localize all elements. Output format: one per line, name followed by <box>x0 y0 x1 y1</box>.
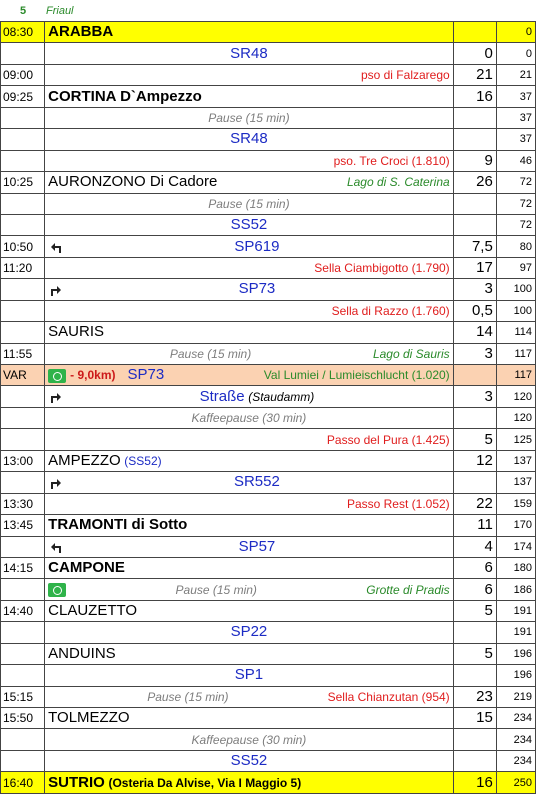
table-row[interactable] <box>1 515 536 536</box>
time-cell: 10:25 <box>1 172 45 193</box>
total-cell: 100 <box>496 300 535 321</box>
table-row[interactable] <box>1 236 536 257</box>
total-cell: 46 <box>496 150 535 171</box>
total-cell: 196 <box>496 665 535 686</box>
time-cell <box>1 729 45 750</box>
table-row[interactable] <box>1 729 536 750</box>
table-row[interactable] <box>1 150 536 171</box>
road-name: SP22 <box>230 623 268 641</box>
table-row[interactable] <box>1 64 536 85</box>
time-cell: 16:40 <box>1 772 45 793</box>
km-cell: 16 <box>453 86 496 107</box>
place-note: (Osteria Da Alvise, Via I Maggio 5) <box>108 775 302 790</box>
pause-note: Pause (15 min) <box>175 582 257 597</box>
table-row[interactable] <box>1 214 536 235</box>
km-cell: 3 <box>453 343 496 364</box>
time-cell <box>1 193 45 214</box>
table-row[interactable] <box>1 407 536 428</box>
km-cell <box>453 407 496 428</box>
time-cell: 13:30 <box>1 493 45 514</box>
table-row[interactable] <box>1 257 536 278</box>
pause-note: Kaffeepause (30 min) <box>191 411 307 426</box>
total-cell: 114 <box>496 322 535 343</box>
km-cell: 9 <box>453 150 496 171</box>
table-row[interactable] <box>1 279 536 300</box>
total-cell: 191 <box>496 600 535 621</box>
km-cell: 6 <box>453 557 496 578</box>
total-cell: 72 <box>496 193 535 214</box>
place-name: TOLMEZZO <box>48 709 130 727</box>
km-cell <box>453 22 496 43</box>
pass-name: Passo Rest (1.052) <box>346 496 450 511</box>
table-row[interactable] <box>1 643 536 664</box>
time-cell <box>1 129 45 150</box>
total-cell: 120 <box>496 386 535 407</box>
time-cell <box>1 429 45 450</box>
camera-icon <box>48 583 66 597</box>
total-cell: 180 <box>496 557 535 578</box>
place-name: ARABBA <box>48 23 114 41</box>
km-cell: 7,5 <box>453 236 496 257</box>
poi-name: Grotte di Pradis <box>366 582 450 597</box>
km-cell: 0,5 <box>453 300 496 321</box>
table-row[interactable] <box>1 536 536 557</box>
km-cell: 6 <box>453 579 496 600</box>
km-cell <box>453 214 496 235</box>
time-cell: 10:50 <box>1 236 45 257</box>
km-cell: 12 <box>453 450 496 471</box>
total-cell: 125 <box>496 429 535 450</box>
pass-name: Sella Ciambigotto (1.790) <box>314 261 450 276</box>
table-row[interactable] <box>1 622 536 643</box>
pause-note: Pause (15 min) <box>169 346 252 361</box>
km-cell: 3 <box>453 386 496 407</box>
road-name: SS52 <box>230 752 268 770</box>
poi-name: Lago di S. Caterina <box>346 175 450 190</box>
total-cell: 137 <box>496 450 535 471</box>
time-cell: 15:50 <box>1 708 45 729</box>
table-row[interactable] <box>1 429 536 450</box>
section-header <box>0 0 537 21</box>
road-note: (Staudamm) <box>248 389 315 404</box>
km-cell: 15 <box>453 708 496 729</box>
km-cell <box>453 129 496 150</box>
table-row[interactable] <box>1 22 536 43</box>
total-cell: 37 <box>496 86 535 107</box>
total-cell: 234 <box>496 708 535 729</box>
km-cell: 16 <box>453 772 496 793</box>
table-row[interactable] <box>1 386 536 407</box>
total-cell: 120 <box>496 407 535 428</box>
road-name: SP1 <box>234 666 264 684</box>
place-name: ANDUINS <box>48 644 116 662</box>
km-cell: 14 <box>453 322 496 343</box>
total-cell: 219 <box>496 686 535 707</box>
total-cell: 159 <box>496 493 535 514</box>
time-cell <box>1 214 45 235</box>
pause-note: Pause (15 min) <box>208 196 290 211</box>
km-cell <box>453 193 496 214</box>
time-cell: 13:45 <box>1 515 45 536</box>
table-row[interactable] <box>1 579 536 600</box>
total-cell: 186 <box>496 579 535 600</box>
camera-icon <box>48 369 66 383</box>
time-cell: 11:55 <box>1 343 45 364</box>
place-note: (SS52) <box>124 453 162 468</box>
total-cell: 37 <box>496 107 535 128</box>
section-region: Friaul <box>46 4 74 17</box>
place-name: CORTINA D`Ampezzo <box>48 87 202 105</box>
time-cell <box>1 472 45 493</box>
table-row[interactable] <box>1 686 536 707</box>
poi-name: Lago di Sauris <box>372 346 450 361</box>
turn-left-icon <box>48 537 64 557</box>
total-cell: 250 <box>496 772 535 793</box>
table-row[interactable] <box>1 129 536 150</box>
table-row[interactable] <box>1 665 536 686</box>
table-row[interactable] <box>1 472 536 493</box>
total-cell: 72 <box>496 214 535 235</box>
time-cell <box>1 579 45 600</box>
km-cell: 11 <box>453 515 496 536</box>
road-name: Straße <box>199 387 245 405</box>
total-cell: 37 <box>496 129 535 150</box>
total-cell: 0 <box>496 22 535 43</box>
km-cell: 4 <box>453 536 496 557</box>
km-cell <box>453 665 496 686</box>
total-cell: 117 <box>496 365 535 386</box>
place-name: CAMPONE <box>48 559 125 577</box>
table-row[interactable] <box>1 300 536 321</box>
km-cell: 26 <box>453 172 496 193</box>
total-cell: 170 <box>496 515 535 536</box>
time-cell: 14:15 <box>1 557 45 578</box>
table-row[interactable] <box>1 107 536 128</box>
pass-name: Passo del Pura (1.425) <box>326 432 450 447</box>
turn-right-icon <box>48 279 64 299</box>
road-name: SR48 <box>230 130 268 148</box>
road-name: SP57 <box>238 537 276 555</box>
time-cell: 15:15 <box>1 686 45 707</box>
pass-name: Sella di Razzo (1.760) <box>331 303 450 318</box>
table-row[interactable] <box>1 86 536 107</box>
road-name: SS52 <box>230 216 268 234</box>
total-cell: 117 <box>496 343 535 364</box>
km-cell: 0 <box>453 43 496 64</box>
place-name: SUTRIO <box>48 773 105 791</box>
time-cell <box>1 107 45 128</box>
time-cell <box>1 43 45 64</box>
turn-left-icon <box>48 237 64 257</box>
time-cell: 11:20 <box>1 257 45 278</box>
table-row[interactable] <box>1 708 536 729</box>
pass-name: Sella Chianzutan (954) <box>327 689 450 704</box>
total-cell: 0 <box>496 43 535 64</box>
total-cell: 100 <box>496 279 535 300</box>
total-cell: 21 <box>496 64 535 85</box>
total-cell: 174 <box>496 536 535 557</box>
time-cell: 09:00 <box>1 64 45 85</box>
km-cell <box>453 750 496 771</box>
time-cell: 14:40 <box>1 600 45 621</box>
time-cell: 08:30 <box>1 22 45 43</box>
total-cell: 137 <box>496 472 535 493</box>
km-cell: 5 <box>453 429 496 450</box>
road-name: SR48 <box>230 44 268 62</box>
table-row[interactable] <box>1 193 536 214</box>
table-row[interactable] <box>1 557 536 578</box>
pause-note: Pause (15 min) <box>208 110 290 125</box>
table-row[interactable] <box>1 600 536 621</box>
road-name: SR552 <box>233 473 280 491</box>
time-cell <box>1 750 45 771</box>
time-cell <box>1 622 45 643</box>
km-cell: 22 <box>453 493 496 514</box>
km-cell: 17 <box>453 257 496 278</box>
time-cell <box>1 150 45 171</box>
pass-name: pso. Tre Croci (1.810) <box>333 153 450 168</box>
total-cell: 196 <box>496 643 535 664</box>
table-row[interactable] <box>1 450 536 471</box>
table-row[interactable] <box>1 750 536 771</box>
pass-name: pso di Falzarego <box>360 68 450 83</box>
place-name: CLAUZETTO <box>48 602 138 620</box>
turn-right-icon <box>48 472 64 492</box>
place-name: AMPEZZO <box>48 451 121 469</box>
table-row[interactable] <box>1 365 536 386</box>
total-cell: 80 <box>496 236 535 257</box>
km-cell <box>453 622 496 643</box>
time-cell: 13:00 <box>1 450 45 471</box>
km-cell: 3 <box>453 279 496 300</box>
table-row[interactable] <box>1 772 536 793</box>
route-table <box>0 21 536 794</box>
time-cell <box>1 536 45 557</box>
poi-name: Val Lumiei / Lumieischlucht (1.020) <box>263 368 450 383</box>
km-cell <box>453 107 496 128</box>
pause-note: Kaffeepause (30 min) <box>191 732 307 747</box>
total-cell: 234 <box>496 729 535 750</box>
total-cell: 191 <box>496 622 535 643</box>
km-cell <box>453 472 496 493</box>
time-cell <box>1 386 45 407</box>
total-cell: 234 <box>496 750 535 771</box>
place-name: SAURIS <box>48 323 105 341</box>
km-cell <box>453 729 496 750</box>
km-cell: 5 <box>453 600 496 621</box>
table-row[interactable] <box>1 172 536 193</box>
time-cell <box>1 643 45 664</box>
table-row[interactable] <box>1 322 536 343</box>
time-cell <box>1 300 45 321</box>
time-cell <box>1 665 45 686</box>
variant-distance: - 9,0km) <box>70 368 116 383</box>
time-cell <box>1 322 45 343</box>
place-name: AURONZONO Di Cadore <box>48 173 218 191</box>
road-name: SP73 <box>127 366 165 384</box>
km-cell: 23 <box>453 686 496 707</box>
km-cell: 5 <box>453 643 496 664</box>
time-cell <box>1 407 45 428</box>
total-cell: 97 <box>496 257 535 278</box>
pause-note: Pause (15 min) <box>147 689 229 704</box>
turn-right-icon <box>48 387 64 407</box>
road-name: SP73 <box>238 280 276 298</box>
table-row[interactable] <box>1 343 536 364</box>
table-row[interactable] <box>1 43 536 64</box>
section-number: 5 <box>19 4 27 17</box>
km-cell: 21 <box>453 64 496 85</box>
km-cell <box>453 365 496 386</box>
total-cell: 72 <box>496 172 535 193</box>
road-name: SP619 <box>234 237 280 255</box>
table-row[interactable] <box>1 493 536 514</box>
time-cell <box>1 279 45 300</box>
time-cell: 09:25 <box>1 86 45 107</box>
time-cell: VAR <box>1 365 45 386</box>
place-name: TRAMONTI di Sotto <box>48 516 188 534</box>
